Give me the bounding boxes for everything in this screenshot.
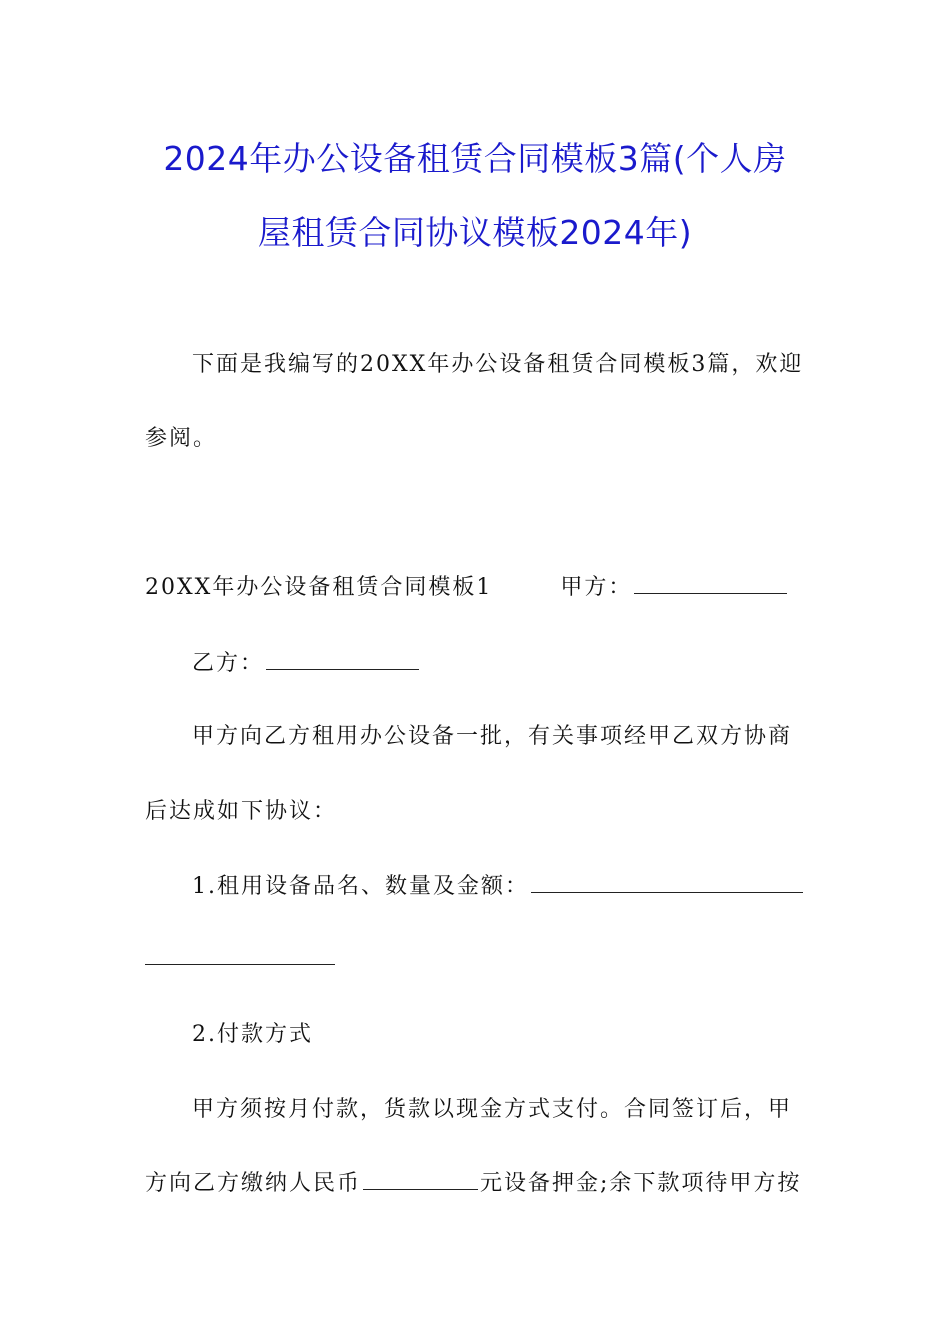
intro-line-2: 参阅。 (145, 426, 218, 451)
item2-label: 2.付款方式 (192, 1022, 313, 1047)
para1-line-2: 后达成如下协议： (145, 799, 338, 824)
section-heading-row (145, 570, 789, 601)
item1-row (192, 869, 805, 900)
item1-label: 1.租用设备品名、数量及金额： (192, 874, 529, 899)
party-a-label: 甲方： (560, 575, 633, 600)
party-b-label: 乙方： (192, 651, 265, 676)
para2-line-1: 甲方须按月付款，货款以现金方式支付。合同签订后，甲 (192, 1097, 793, 1122)
party-b-row (192, 646, 421, 677)
para1-line-1: 甲方向乙方租用办公设备一批，有关事项经甲乙双方协商 (192, 724, 793, 749)
party-b-blank (266, 669, 419, 670)
para2-line-2 (145, 1166, 801, 1197)
para2-line-2-part-b: 元设备押金;余下款项待甲方按 (480, 1171, 802, 1196)
document-title-line-2: 屋租赁合同协议模板2024年) (257, 213, 693, 252)
item1-blank-continuation (145, 964, 335, 965)
para2-line-2-part-a: 方向乙方缴纳人民币 (145, 1171, 362, 1196)
item1-blank (531, 892, 803, 893)
document-title-line-1: 2024年办公设备租赁合同模板3篇(个人房 (163, 139, 787, 178)
intro-line-1: 下面是我编写的20XX年办公设备租赁合同模板3篇，欢迎 (192, 352, 804, 377)
section-heading: 20XX年办公设备租赁合同模板1 (145, 575, 493, 600)
deposit-amount-blank (363, 1189, 478, 1190)
party-a-blank (634, 593, 787, 594)
